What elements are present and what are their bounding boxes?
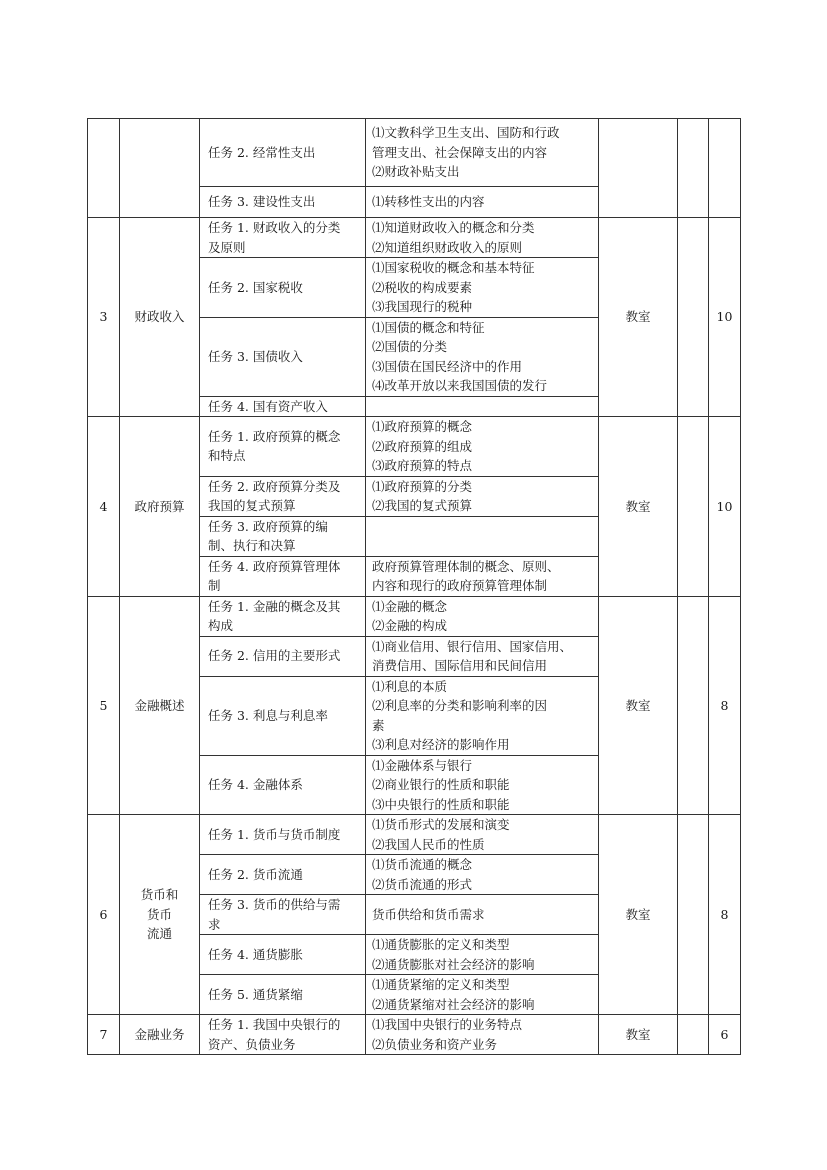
task-content-line: ⑴货币流通的概念 [372, 857, 473, 872]
task-name [200, 556, 366, 596]
task-content [366, 317, 599, 396]
class-hours: 8 [709, 815, 741, 1015]
task-name-line: 任务 1. 金融的概念及其 [208, 598, 341, 614]
task-name-line: 构成 [208, 618, 234, 633]
teaching-place [599, 119, 678, 218]
module-number: 4 [88, 417, 120, 597]
task-name [200, 417, 366, 477]
task-content-line: ⑴我国中央银行的业务特点 [372, 1017, 523, 1032]
module-name-text [141, 885, 179, 944]
task-content-line: ⑴国债的概念和特征 [372, 319, 485, 335]
teaching-place: 教室 [599, 1015, 678, 1055]
task-content [366, 218, 599, 258]
task-content [366, 975, 599, 1015]
task-name-line: 我国的复式预算 [208, 498, 296, 513]
task-content-line: ⑶国债在国民经济中的作用 [372, 358, 523, 374]
task-content-line: ⑶中央银行的性质和职能 [372, 796, 510, 812]
module-name [120, 815, 200, 1015]
module-name-line: 金融概述 [134, 697, 185, 713]
task-content [366, 396, 599, 417]
task-name-line: 任务 4. 政府预算管理体 [208, 558, 341, 574]
task-name [200, 396, 366, 417]
task-name-line: 任务 3. 建设性支出 [208, 194, 316, 210]
task-name-line: 任务 2. 经常性支出 [208, 144, 316, 160]
task-name-line: 和特点 [208, 448, 246, 464]
task-content-line: ⑵财政补贴支出 [372, 164, 460, 180]
task-name [200, 516, 366, 556]
task-content-line: ⑴通货紧缩的定义和类型 [372, 977, 510, 992]
module-name [120, 417, 200, 597]
task-name-line: 资产、负债业务 [208, 1036, 296, 1052]
module-number: 7 [88, 1015, 120, 1055]
task-content [366, 935, 599, 975]
module-name-line: 金融业务 [134, 1026, 185, 1042]
blank-cell [678, 119, 709, 218]
task-name [200, 317, 366, 396]
module-name-text [134, 696, 184, 716]
task-name-line: 制 [208, 578, 221, 593]
task-content [366, 755, 599, 815]
task-name-line: 任务 3. 利息与利息率 [208, 707, 328, 723]
teaching-place: 教室 [599, 218, 678, 417]
task-name-line: 任务 1. 政府预算的概念 [208, 428, 341, 444]
task-content-line: 消费信用、国际信用和民间信用 [372, 658, 548, 673]
task-content-line: ⑴通货膨胀的定义和类型 [372, 937, 510, 952]
table-row [88, 815, 741, 855]
module-name [120, 596, 200, 815]
blank-cell [678, 596, 709, 815]
task-content-line: 管理支出、社会保障支出的内容 [372, 144, 548, 160]
task-name-line: 任务 2. 货币流通 [208, 866, 303, 882]
task-name [200, 815, 366, 855]
module-name [120, 218, 200, 417]
task-content [366, 476, 599, 516]
task-content-line: ⑵我国的复式预算 [372, 498, 473, 513]
table-row [88, 218, 741, 258]
task-name [200, 855, 366, 895]
module-name-text [134, 307, 184, 327]
blank-cell [678, 815, 709, 1015]
task-content [366, 187, 599, 218]
teaching-place: 教室 [599, 596, 678, 815]
task-content-line: ⑴知道财政收入的概念和分类 [372, 220, 535, 235]
task-content-line: ⑴货币形式的发展和演变 [372, 817, 510, 832]
module-name-line: 财政收入 [134, 309, 185, 325]
module-number: 3 [88, 218, 120, 417]
module-name-text [134, 1025, 184, 1045]
task-content-line: ⑵金融的构成 [372, 618, 448, 633]
task-content-line: ⑶利息对经济的影响作用 [372, 737, 510, 752]
task-content [366, 855, 599, 895]
task-name-line: 任务 2. 政府预算分类及 [208, 478, 341, 494]
module-number: 5 [88, 596, 120, 815]
task-content [366, 258, 599, 318]
class-hours [709, 119, 741, 218]
task-content [366, 516, 599, 556]
task-content-line: ⑵知道组织财政收入的原则 [372, 239, 523, 255]
task-content [366, 556, 599, 596]
task-name-line: 任务 2. 信用的主要形式 [208, 648, 341, 664]
task-name [200, 119, 366, 187]
task-content-line: ⑷改革开放以来我国国债的发行 [372, 378, 548, 393]
task-content-line: 政府预算管理体制的概念、原则、 [372, 558, 560, 574]
module-name-line: 政府预算 [134, 498, 185, 514]
teaching-place: 教室 [599, 815, 678, 1015]
table-row [88, 119, 741, 187]
task-content-line: 素 [372, 717, 385, 733]
module-name [120, 119, 200, 218]
class-hours: 6 [709, 1015, 741, 1055]
task-content-line: ⑴国家税收的概念和基本特征 [372, 260, 535, 275]
task-content [366, 1015, 599, 1055]
module-name-line: 流通 [146, 926, 172, 942]
task-content-line: ⑴利息的本质 [372, 678, 448, 694]
task-content [366, 596, 599, 636]
task-content [366, 815, 599, 855]
task-content-line: ⑵利息率的分类和影响利率的因 [372, 698, 548, 713]
task-content-line: ⑵通货紧缩对社会经济的影响 [372, 996, 535, 1012]
task-name [200, 676, 366, 755]
task-name [200, 1015, 366, 1055]
module-name [120, 1015, 200, 1055]
task-content-line: ⑴金融体系与银行 [372, 757, 473, 773]
module-name-line: 货币 [146, 906, 172, 922]
task-name-line: 求 [208, 916, 221, 932]
task-name-line: 任务 1. 货币与货币制度 [208, 826, 341, 842]
task-content [366, 119, 599, 187]
task-name-line: 任务 2. 国家税收 [208, 279, 303, 295]
task-name [200, 975, 366, 1015]
module-number [88, 119, 120, 218]
task-content [366, 636, 599, 676]
blank-cell [678, 218, 709, 417]
blank-cell [678, 417, 709, 597]
task-content-line: ⑶我国现行的税种 [372, 299, 473, 314]
task-name [200, 476, 366, 516]
class-hours: 8 [709, 596, 741, 815]
module-name-text [134, 497, 184, 517]
task-content-line: ⑵税收的构成要素 [372, 279, 473, 295]
table-row [88, 1015, 741, 1055]
task-content-line: ⑵我国人民币的性质 [372, 836, 485, 852]
table-row [88, 417, 741, 477]
task-name-line: 任务 4. 国有资产收入 [208, 398, 328, 414]
task-content-line: ⑵商业银行的性质和职能 [372, 777, 510, 792]
task-name [200, 895, 366, 935]
task-content-line: ⑴政府预算的分类 [372, 478, 473, 494]
task-content-line: ⑶政府预算的特点 [372, 458, 473, 473]
task-name [200, 258, 366, 318]
task-content-line: ⑴政府预算的概念 [372, 419, 473, 434]
task-content-line: ⑵通货膨胀对社会经济的影响 [372, 956, 535, 972]
course-outline-table [87, 118, 741, 1055]
task-content-line: ⑴商业信用、银行信用、国家信用、 [372, 638, 573, 654]
class-hours: 10 [709, 218, 741, 417]
task-content-line: 货币供给和货币需求 [372, 906, 485, 922]
task-name-line: 任务 5. 通货紧缩 [208, 986, 303, 1002]
task-name [200, 218, 366, 258]
class-hours: 10 [709, 417, 741, 597]
teaching-place: 教室 [599, 417, 678, 597]
task-content-line: ⑴转移性支出的内容 [372, 194, 485, 210]
task-name-line: 任务 1. 我国中央银行的 [208, 1017, 341, 1032]
task-content-line: ⑵负债业务和资产业务 [372, 1036, 498, 1052]
task-name [200, 755, 366, 815]
task-content-line: ⑴金融的概念 [372, 598, 448, 614]
task-name-line: 任务 3. 国债收入 [208, 348, 303, 364]
task-name-line: 任务 4. 通货膨胀 [208, 946, 303, 962]
task-name [200, 935, 366, 975]
task-name [200, 187, 366, 218]
task-name-line: 任务 1. 财政收入的分类 [208, 220, 341, 235]
task-content-line: ⑵货币流通的形式 [372, 876, 473, 892]
table-row [88, 596, 741, 636]
task-name [200, 596, 366, 636]
task-content [366, 895, 599, 935]
table-body [88, 119, 741, 1055]
task-name-line: 及原则 [208, 239, 246, 255]
task-content-line: ⑴文教科学卫生支出、国防和行政 [372, 125, 560, 141]
task-content [366, 676, 599, 755]
task-name-line: 任务 4. 金融体系 [208, 777, 303, 792]
task-name-line: 制、执行和决算 [208, 538, 296, 553]
module-name-line: 货币和 [140, 887, 179, 903]
task-content-line: ⑵国债的分类 [372, 339, 448, 354]
blank-cell [678, 1015, 709, 1055]
task-name [200, 636, 366, 676]
module-number: 6 [88, 815, 120, 1015]
task-content [366, 417, 599, 477]
task-name-line: 任务 3. 政府预算的编 [208, 518, 328, 534]
task-content-line: 内容和现行的政府预算管理体制 [372, 578, 548, 593]
task-name-line: 任务 3. 货币的供给与需 [208, 897, 341, 912]
task-content-line: ⑵政府预算的组成 [372, 438, 473, 454]
